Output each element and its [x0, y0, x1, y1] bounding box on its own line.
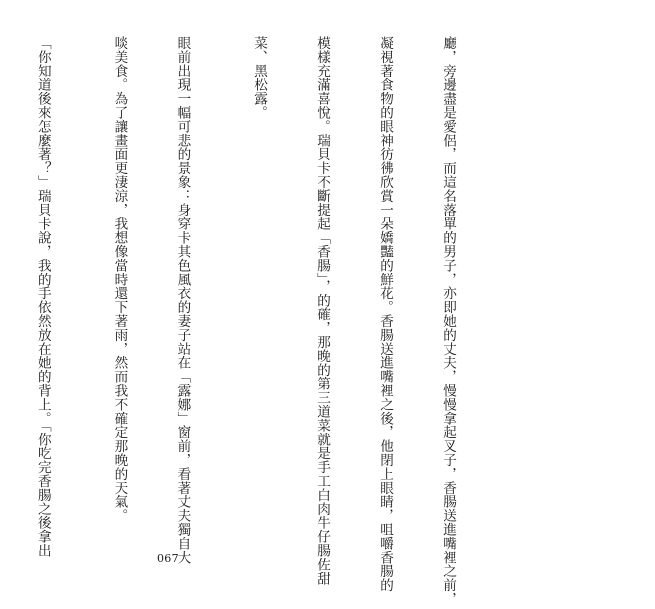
- text-column: 模樣充滿喜悅。瑞貝卡不斷提起「香腸」，的確，那晚的第三道菜就是手工白肉牛仔腸佐甜: [314, 36, 330, 586]
- text-column: 菜、黑松露。: [251, 36, 267, 120]
- text-column: 「你知道後來怎麼著？」瑞貝卡說，我的手依然放在她的背上。「你吃完香腸之後拿出: [34, 36, 51, 558]
- page-number: 067: [157, 552, 179, 565]
- text-column: 眼前出現一幅可悲的景象：身穿卡其色風衣的妻子站在「露娜」窗前，看著丈夫獨自大: [174, 36, 191, 565]
- text-column: 廳，旁邊盡是愛侶，而這名落單的男子，亦即她的丈夫，慢慢拿起叉子，香腸送進嘴裡之前，: [440, 36, 456, 606]
- text-column: 凝視著食物的眼神彷彿欣賞一朵嬌豔的鮮花。香腸送進嘴裡之後，他閉上眼睛，咀嚼香腸的: [377, 36, 393, 592]
- text-column: 啖美食。為了讓畫面更淒涼，我想像當時還下著雨，然而我不確定那晚的天氣。: [111, 36, 128, 523]
